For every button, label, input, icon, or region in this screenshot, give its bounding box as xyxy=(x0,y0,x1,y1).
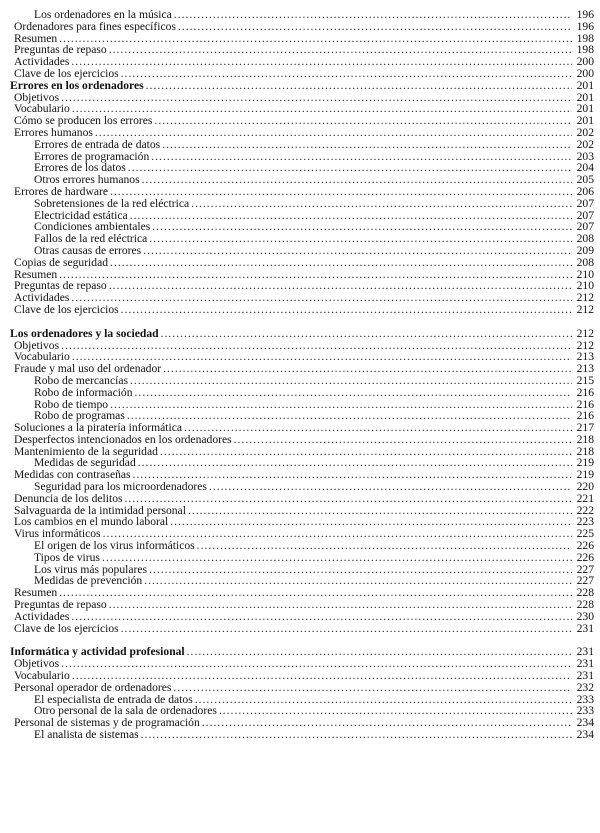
page-number: 200 xyxy=(576,66,594,80)
toc-entry xyxy=(10,304,594,316)
entry-title: Soluciones a la piratería informática xyxy=(14,421,183,435)
page-number: 212 xyxy=(576,326,594,340)
dot-leader xyxy=(234,434,572,446)
dot-leader xyxy=(152,221,572,233)
page-number: 234 xyxy=(576,716,594,730)
toc-entry xyxy=(10,115,594,127)
page-number: 204 xyxy=(576,161,594,175)
entry-title: Electricidad estática xyxy=(34,208,128,222)
dot-leader xyxy=(59,33,572,45)
toc-entry xyxy=(10,658,594,670)
entry-title: Fraude y mal uso del ordenador xyxy=(14,362,162,376)
page-number: 219 xyxy=(576,468,594,482)
section-gap xyxy=(10,316,594,328)
page-number: 219 xyxy=(576,456,594,470)
toc-entry xyxy=(10,245,594,257)
page-number: 220 xyxy=(576,480,594,494)
entry-title: Condiciones ambientales xyxy=(34,220,151,234)
dot-leader xyxy=(102,552,572,564)
dot-leader xyxy=(195,694,572,706)
dot-leader xyxy=(163,363,572,375)
dot-leader xyxy=(71,56,572,68)
page-number: 215 xyxy=(576,373,594,387)
toc-entry xyxy=(10,375,594,387)
toc-entry xyxy=(10,340,594,352)
page-number: 230 xyxy=(576,609,594,623)
page-number: 231 xyxy=(576,657,594,671)
page-number: 196 xyxy=(576,19,594,33)
chapter-title: Informática y actividad profesional xyxy=(10,645,185,659)
toc-entry xyxy=(10,682,594,694)
page-number: 227 xyxy=(576,574,594,588)
page-number: 233 xyxy=(576,692,594,706)
entry-title: Errores de los datos xyxy=(34,161,126,175)
entry-title: Objetivos xyxy=(14,338,60,352)
dot-leader xyxy=(71,292,572,304)
page-number: 218 xyxy=(576,432,594,446)
page-number: 206 xyxy=(576,184,594,198)
page-number: 198 xyxy=(576,43,594,57)
entry-title: Resumen xyxy=(14,586,58,600)
toc-entry xyxy=(10,493,594,505)
entry-title: Objetivos xyxy=(14,90,60,104)
dot-leader xyxy=(127,410,572,422)
page-number: 212 xyxy=(576,338,594,352)
entry-title: Errores de hardware xyxy=(14,184,108,198)
entry-title: Personal operador de ordenadores xyxy=(14,680,172,694)
page-number: 201 xyxy=(576,102,594,116)
dot-leader xyxy=(174,9,572,21)
dot-leader xyxy=(130,210,572,222)
entry-title: Salvaguarda de la intimidad personal xyxy=(14,503,186,517)
entry-title: Resumen xyxy=(14,267,58,281)
page-number: 202 xyxy=(576,125,594,139)
toc-chapter-entry xyxy=(10,80,594,92)
toc-entry xyxy=(10,257,594,269)
entry-title: Otro personal de la sala de ordenadores xyxy=(34,704,217,718)
dot-leader xyxy=(191,198,572,210)
entry-title: Medidas de seguridad xyxy=(34,456,136,470)
chapter-title: Los ordenadores y la sociedad xyxy=(10,326,159,340)
toc-entry xyxy=(10,280,594,292)
dot-leader xyxy=(143,245,572,257)
page-number: 201 xyxy=(576,114,594,128)
toc-chapter-entry xyxy=(10,328,594,340)
entry-title: Actividades xyxy=(14,291,70,305)
dot-leader xyxy=(149,564,572,576)
dot-leader xyxy=(161,328,572,340)
page-number: 221 xyxy=(576,491,594,505)
page-number: 201 xyxy=(576,90,594,104)
toc-chapter-entry xyxy=(10,646,594,658)
entry-title: Virus informáticos xyxy=(14,527,101,541)
page-number: 205 xyxy=(576,173,594,187)
page-number: 223 xyxy=(576,515,594,529)
entry-title: Fallos de la red eléctrica xyxy=(34,232,148,246)
toc-entry xyxy=(10,575,594,587)
dot-leader xyxy=(178,21,572,33)
dot-leader xyxy=(110,186,572,198)
entry-title: El especialista de entrada de datos xyxy=(34,692,193,706)
dot-leader xyxy=(121,68,572,80)
page-number: 208 xyxy=(576,255,594,269)
page-number: 234 xyxy=(576,728,594,742)
page-number: 226 xyxy=(576,550,594,564)
page-number: 196 xyxy=(576,8,594,21)
toc-entry xyxy=(10,44,594,56)
page-number: 213 xyxy=(576,362,594,376)
entry-title: Copias de seguridad xyxy=(14,255,109,269)
dot-leader xyxy=(110,399,572,411)
entry-title: Otras causas de errores xyxy=(34,243,142,257)
entry-title: Clave de los ejercicios xyxy=(14,621,119,635)
page-number: 213 xyxy=(576,350,594,364)
dot-leader xyxy=(219,705,572,717)
dot-leader xyxy=(197,540,572,552)
page-number: 210 xyxy=(576,267,594,281)
dot-leader xyxy=(135,387,572,399)
dot-leader xyxy=(184,422,572,434)
dot-leader xyxy=(149,233,572,245)
entry-title: El origen de los virus informáticos xyxy=(34,539,195,553)
toc-entry xyxy=(10,68,594,80)
page-number: 198 xyxy=(576,31,594,45)
page-number: 201 xyxy=(576,78,594,92)
dot-leader xyxy=(187,646,572,658)
dot-leader xyxy=(109,280,572,292)
toc-entry xyxy=(10,139,594,151)
dot-leader xyxy=(209,481,572,493)
entry-title: Otros errores humanos xyxy=(34,173,140,187)
entry-title: Personal de sistemas y de programación xyxy=(14,716,200,730)
dot-leader xyxy=(138,457,572,469)
dot-leader xyxy=(121,623,572,635)
dot-leader xyxy=(141,729,572,741)
chapter-title: Errores en los ordenadores xyxy=(10,78,144,92)
dot-leader xyxy=(61,658,572,670)
entry-title: Tipos de virus xyxy=(34,550,100,564)
toc-entry xyxy=(10,611,594,623)
entry-title: Vocabulario xyxy=(14,350,70,364)
entry-title: Preguntas de repaso xyxy=(14,598,107,612)
page-number: 203 xyxy=(576,149,594,163)
dot-leader xyxy=(59,269,572,281)
dot-leader xyxy=(125,493,572,505)
page-number: 207 xyxy=(576,208,594,222)
page-number: 231 xyxy=(576,621,594,635)
page-number: 232 xyxy=(576,680,594,694)
entry-title: Ordenadores para fines específicos xyxy=(14,19,176,33)
dot-leader xyxy=(128,162,572,174)
dot-leader xyxy=(130,375,572,387)
dot-leader xyxy=(121,304,572,316)
toc-entry xyxy=(10,92,594,104)
entry-title: Seguridad para los microordenadores xyxy=(34,480,207,494)
entry-title: Medidas de prevención xyxy=(34,574,143,588)
toc-entry xyxy=(10,434,594,446)
entry-title: Los cambios en el mundo laboral xyxy=(14,515,169,529)
entry-title: Vocabulario xyxy=(14,102,70,116)
toc-entry xyxy=(10,387,594,399)
toc-entry xyxy=(10,599,594,611)
page-number: 217 xyxy=(576,421,594,435)
page-number: 227 xyxy=(576,562,594,576)
entry-title: Robo de tiempo xyxy=(34,397,109,411)
entry-title: Preguntas de repaso xyxy=(14,43,107,57)
entry-title: Resumen xyxy=(14,31,58,45)
page-number: 200 xyxy=(576,55,594,69)
entry-title: Errores humanos xyxy=(14,125,93,139)
toc-entry xyxy=(10,623,594,635)
dot-leader xyxy=(188,505,572,517)
dot-leader xyxy=(173,682,572,694)
page-number: 226 xyxy=(576,539,594,553)
page-number: 228 xyxy=(576,586,594,600)
page-number: 231 xyxy=(576,645,594,659)
toc-entry xyxy=(10,729,594,741)
entry-title: Robo de información xyxy=(34,385,133,399)
dot-leader xyxy=(202,717,572,729)
dot-leader xyxy=(151,151,572,163)
entry-title: Robo de programas xyxy=(34,409,125,423)
page-number: 216 xyxy=(576,385,594,399)
page-number: 228 xyxy=(576,598,594,612)
dot-leader xyxy=(154,115,572,127)
page-number: 207 xyxy=(576,220,594,234)
toc-entry xyxy=(10,186,594,198)
entry-title: Actividades xyxy=(14,55,70,69)
entry-title: Clave de los ejercicios xyxy=(14,66,119,80)
dot-leader xyxy=(61,340,572,352)
dot-leader xyxy=(162,139,572,151)
page-number: 222 xyxy=(576,503,594,517)
entry-title: Clave de los ejercicios xyxy=(14,302,119,316)
entry-title: Sobretensiones de la red eléctrica xyxy=(34,196,190,210)
toc-entry xyxy=(10,552,594,564)
page-number: 212 xyxy=(576,291,594,305)
entry-title: Errores de entrada de datos xyxy=(34,137,161,151)
page-number: 218 xyxy=(576,444,594,458)
entry-title: Mantenimiento de la seguridad xyxy=(14,444,158,458)
entry-title: Objetivos xyxy=(14,657,60,671)
dot-leader xyxy=(71,611,572,623)
entry-title: Vocabulario xyxy=(14,669,70,683)
entry-title: Cómo se producen los errores xyxy=(14,114,153,128)
page-number: 202 xyxy=(576,137,594,151)
page-number: 216 xyxy=(576,409,594,423)
entry-title: El analista de sistemas xyxy=(34,728,139,742)
page-number: 212 xyxy=(576,302,594,316)
dot-leader xyxy=(170,516,572,528)
entry-title: Actividades xyxy=(14,609,70,623)
dot-leader xyxy=(109,599,572,611)
dot-leader xyxy=(61,92,572,104)
toc-entry xyxy=(10,198,594,210)
entry-title: Errores de programación xyxy=(34,149,150,163)
page-number: 233 xyxy=(576,704,594,718)
page-number: 225 xyxy=(576,527,594,541)
dot-leader xyxy=(59,587,572,599)
page-number: 216 xyxy=(576,397,594,411)
page-number: 209 xyxy=(576,243,594,257)
toc-entry xyxy=(10,21,594,33)
dot-leader xyxy=(144,575,572,587)
table-of-contents xyxy=(10,9,594,741)
dot-leader xyxy=(142,174,572,186)
entry-title: Desperfectos intencionados en los ordenadores xyxy=(14,432,232,446)
entry-title: Denuncia de los delitos xyxy=(14,491,123,505)
page-number: 207 xyxy=(576,196,594,210)
dot-leader xyxy=(160,446,572,458)
entry-title: Medidas con contraseñas xyxy=(14,468,131,482)
entry-title: Los ordenadores en la música xyxy=(34,8,172,21)
dot-leader xyxy=(110,257,572,269)
toc-entry xyxy=(10,127,594,139)
dot-leader xyxy=(95,127,572,139)
dot-leader xyxy=(109,44,572,56)
page-number: 208 xyxy=(576,232,594,246)
page-number: 231 xyxy=(576,669,594,683)
dot-leader xyxy=(146,80,572,92)
entry-title: Los virus más populares xyxy=(34,562,148,576)
entry-title: Preguntas de repaso xyxy=(14,279,107,293)
page-number: 210 xyxy=(576,279,594,293)
entry-title: Robo de mercancías xyxy=(34,373,129,387)
